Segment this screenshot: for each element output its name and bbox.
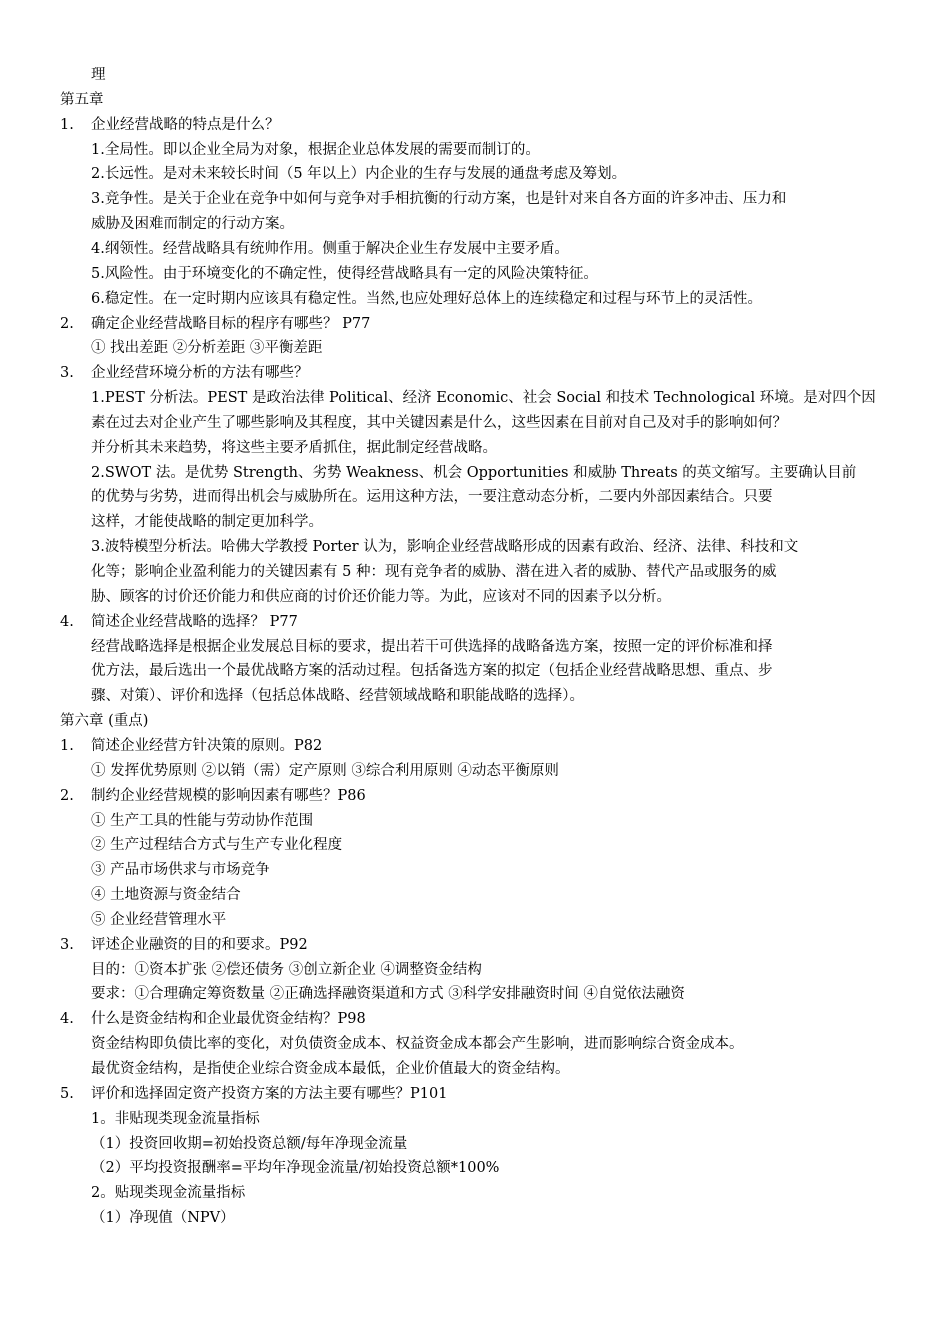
body-text-line: 经营战略选择是根据企业发展总目标的要求，提出若干可供选择的战略备选方案，按照一定的评价标准和择 [91,638,773,655]
body-text-line: 威胁及困难而制定的行动方案。 [91,216,294,233]
question-text: 评述企业融资的目的和要求。P92 [91,936,308,953]
question-text: 确定企业经营战略目标的程序有哪些？ P77 [91,315,371,332]
body-text-line: ⑤ 企业经营管理水平 [91,911,227,928]
body-text-line: 理 [91,67,106,83]
chapter-heading: 第五章 [60,91,104,108]
body-text-line: 3.竞争性。是关于企业在竞争中如何与竞争对手相抗衡的行动方案，也是针对来自各方面的许多冲击、压力和 [91,191,787,208]
list-item-number: 2. [60,315,74,332]
body-text-line: ④ 土地资源与资金结合 [91,887,241,904]
body-text-line: 2.SWOT 法。是优势 Strength、劣势 Weakness、机会 Opportunities 和威胁 Threats 的英文缩写。主要确认目前 [91,464,857,481]
question-text: 什么是资金结构和企业最优资金结构？P98 [91,1011,366,1028]
list-item-number: 1. [60,737,74,754]
body-text-line: 骤、对策）、评价和选择（包括总体战略、经营领域战略和职能战略的选择）。 [91,688,584,705]
body-text-line: 要求：①合理确定筹资数量 ②正确选择融资渠道和方式 ③科学安排融资时间 ④自觉依法融资 [91,986,685,1003]
body-text-line: 目的：①资本扩张 ②偿还债务 ③创立新企业 ④调整资金结构 [91,961,482,978]
list-item-number: 2. [60,787,74,804]
body-text-line: 这样，才能使战略的制定更加科学。 [91,514,323,531]
list-item-number: 3. [60,365,74,382]
body-text-line: 1.全局性。即以企业全局为对象，根据企业总体发展的需要而制订的。 [91,141,540,158]
body-text-line: ① 发挥优势原则 ②以销（需）定产原则 ③综合利用原则 ④动态平衡原则 [91,762,559,779]
body-text-line: ① 找出差距 ②分析差距 ③平衡差距 [91,340,323,357]
body-text-line: 的优势与劣势，进而得出机会与威胁所在。运用这种方法，一要注意动态分析，二要内外部因素结合。只要 [91,489,773,506]
body-text-line: （1）投资回收期=初始投资总额/每年净现金流量 [91,1135,408,1152]
body-text-line: （1）净现值（NPV） [91,1210,235,1227]
body-text-line: 优方法，最后选出一个最优战略方案的活动过程。包括备选方案的拟定（包括企业经营战略思想、重点、步 [91,663,773,680]
question-text: 简述企业经营方针决策的原则。P82 [91,737,323,754]
body-text-line: ③ 产品市场供求与市场竞争 [91,862,270,879]
list-item-number: 4. [60,613,74,630]
body-text-line: 胁、顾客的讨价还价能力和供应商的讨价还价能力等。为此，应该对不同的因素予以分析。 [91,588,671,605]
question-text: 评价和选择固定资产投资方案的方法主要有哪些？P101 [91,1085,448,1102]
question-text: 简述企业经营战略的选择？ P77 [91,613,298,630]
body-text-line: ② 生产过程结合方式与生产专业化程度 [91,837,343,854]
body-text-line: 3.波特模型分析法。哈佛大学教授 Porter 认为，影响企业经营战略形成的因素有政治、经济、法律、科技和文 [91,539,799,556]
body-text-line: 1.PEST 分析法。PEST 是政治法律 Political、经济 Economic、社会 Social 和技术 Technological 环境。是对四个因 [91,390,876,407]
body-text-line: 化等；影响企业盈利能力的关键因素有 5 种：现有竞争者的威胁、潜在进入者的威胁、替代产品或服务的威 [91,564,777,580]
list-item-number: 4. [60,1011,74,1028]
body-text-line: 并分析其未来趋势，将这些主要矛盾抓住，据此制定经营战略。 [91,439,497,456]
question-text: 企业经营环境分析的方法有哪些？ [91,365,309,382]
body-text-line: （2）平均投资报酬率=平均年净现金流量/初始投资总额*100% [91,1160,500,1177]
body-text-line: 2。贴现类现金流量指标 [91,1185,246,1202]
body-text-line: 1。非贴现类现金流量指标 [91,1110,260,1127]
body-text-line: 最优资金结构，是指使企业综合资金成本最低，企业价值最大的资金结构。 [91,1061,570,1077]
body-text-line: 资金结构即负债比率的变化，对负债资金成本、权益资金成本都会产生影响，进而影响综合资金成本。 [91,1036,744,1053]
body-text-line: 5.风险性。由于环境变化的不确定性，使得经营战略具有一定的风险决策特征。 [91,265,598,282]
body-text-line: 2.长远性。是对未来较长时间（5 年以上）内企业的生存与发展的通盘考虑及筹划。 [91,166,627,183]
body-text-line: 素在过去对企业产生了哪些影响及其程度，其中关键因素是什么，这些因素在目前对自己及对手的影响如何？ [91,414,787,431]
list-item-number: 3. [60,936,74,953]
body-text-line: ① 生产工具的性能与劳动协作范围 [91,812,314,829]
list-item-number: 1. [60,116,74,133]
body-text-line: 6.稳定性。在一定时期内应该具有稳定性。当然,也应处理好总体上的连续稳定和过程与环节上的灵活性。 [91,290,762,307]
question-text: 企业经营战略的特点是什么？ [91,116,280,133]
question-text: 制约企业经营规模的影响因素有哪些？P86 [91,787,366,804]
list-item-number: 5. [60,1085,74,1102]
body-text-line: 4.纲领性。经营战略具有统帅作用。侧重于解决企业生存发展中主要矛盾。 [91,240,569,257]
chapter-heading: 第六章 (重点) [60,713,149,730]
